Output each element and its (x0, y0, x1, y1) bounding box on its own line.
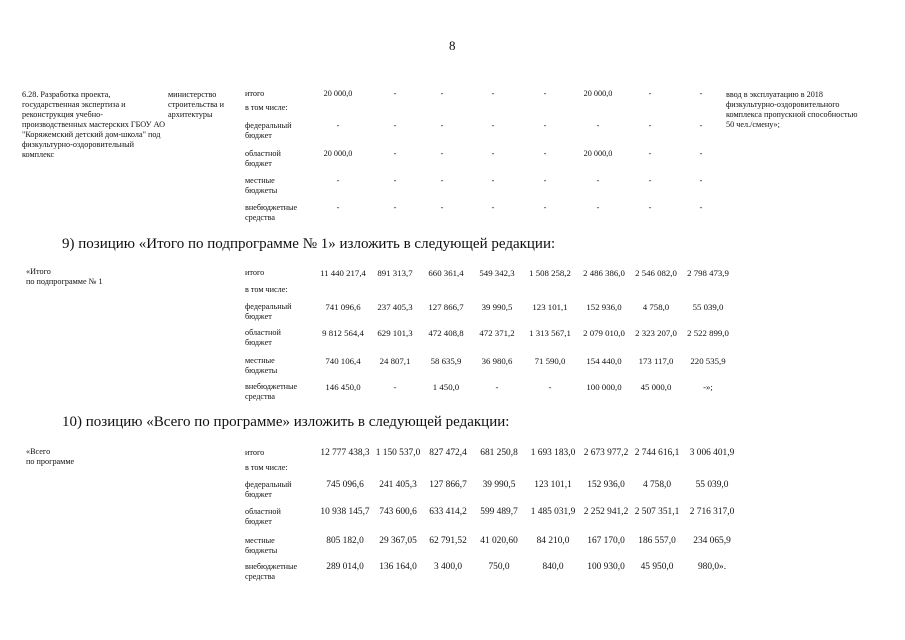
value-cell: - (393, 176, 397, 185)
value-cell: - (440, 89, 444, 98)
value-cell: - (543, 121, 547, 130)
value-cell: 2 079 010,0 (583, 328, 625, 338)
value-cell: 154 440,0 (586, 356, 622, 366)
value-cell: 39 990,5 (481, 302, 513, 312)
value-cell: 220 535,9 (690, 356, 726, 366)
executor-text: министерство строительства и архитектуры (168, 90, 224, 119)
value-cell: 11 440 217,4 (320, 268, 366, 278)
value-cell: 3 400,0 (433, 562, 463, 572)
value-cell: 58 635,9 (430, 356, 462, 366)
value-cell: 2 546 082,0 (635, 268, 677, 278)
value-cell: 472 371,2 (479, 328, 515, 338)
value-cell: - (440, 121, 444, 130)
block3-title: «Всего (26, 447, 51, 456)
value-cell: 743 600,6 (379, 507, 417, 517)
row-label: федеральный бюджет (245, 121, 292, 140)
value-cell: 24 807,1 (379, 356, 411, 366)
value-cell: - (393, 149, 397, 158)
value-cell: 2 486 386,0 (583, 268, 625, 278)
value-cell: 827 472,4 (429, 448, 467, 458)
value-cell: 146 450,0 (325, 382, 361, 392)
block2-subtitle: по подпрограмме № 1 (26, 277, 103, 286)
row-label: местные бюджеты (245, 356, 278, 375)
value-cell: - (648, 89, 652, 98)
value-cell: - (543, 89, 547, 98)
value-cell: - (393, 89, 397, 98)
value-cell: 127 866,7 (428, 302, 464, 312)
value-cell: - (596, 176, 600, 185)
row-label: областной бюджет (245, 507, 281, 526)
value-cell: 152 936,0 (586, 302, 622, 312)
value-cell: - (596, 121, 600, 130)
value-cell: 1 313 567,1 (529, 328, 571, 338)
value-cell: 123 101,1 (534, 480, 572, 490)
row-label: в том числе: (245, 463, 288, 472)
value-cell: 45 000,0 (640, 382, 672, 392)
row-label: местные бюджеты (245, 176, 278, 195)
value-cell: - (336, 121, 340, 130)
heading-9: 9) позицию «Итого по подпрограмме № 1» изложить в следующей редакции: (62, 236, 556, 252)
value-cell: 100 930,0 (587, 562, 625, 572)
value-cell: 1 150 537,0 (375, 448, 421, 458)
page-number: 8 (449, 38, 456, 53)
value-cell: 39 990,5 (482, 480, 516, 490)
row-label: в том числе: (245, 103, 288, 112)
value-cell: 45 950,0 (640, 562, 674, 572)
value-cell: 2 522 899,0 (687, 328, 729, 338)
value-cell: 167 170,0 (587, 536, 625, 546)
value-cell: 289 014,0 (326, 562, 364, 572)
value-cell: -»; (703, 382, 713, 392)
value-cell: - (440, 203, 444, 212)
value-cell: 2 716 317,0 (689, 507, 735, 517)
row-label: внебюджетные средства (245, 382, 298, 401)
value-cell: 2 252 941,2 (583, 507, 629, 517)
row-label: внебюджетные средства (245, 203, 298, 222)
heading-10: 10) позицию «Всего по программе» изложить в следующей редакции: (62, 414, 510, 430)
value-cell: 20 000,0 (583, 89, 613, 98)
value-cell: 20 000,0 (323, 149, 353, 158)
value-cell: - (543, 203, 547, 212)
value-cell: 234 065,9 (693, 536, 731, 546)
row-label: областной бюджет (245, 328, 281, 347)
value-cell: 1 485 031,9 (530, 507, 576, 517)
value-cell: - (596, 203, 600, 212)
row-label: итого (245, 448, 265, 457)
item-description: 6.28. Разработка проекта, государственная экспертиза и реконструкция учебно-производственных мастерских ГБОУ АО "Коряжемский детский дом-школа" под физкультурно-оздоровительный комплекс (22, 90, 166, 159)
value-cell: - (699, 203, 703, 212)
value-cell: - (491, 149, 495, 158)
value-cell: 1 508 258,2 (529, 268, 571, 278)
value-cell: 237 405,3 (377, 302, 413, 312)
value-cell: - (491, 203, 495, 212)
row-label: федеральный бюджет (245, 302, 292, 321)
value-cell: - (699, 176, 703, 185)
value-cell: 3 006 401,9 (689, 448, 735, 458)
value-cell: - (648, 203, 652, 212)
value-cell: 241 405,3 (379, 480, 417, 490)
value-cell: 629 101,3 (377, 328, 413, 338)
value-cell: 2 507 351,1 (634, 507, 680, 517)
value-cell: 2 673 977,2 (583, 448, 629, 458)
value-cell: 2 798 473,9 (687, 268, 729, 278)
row-label: федеральный бюджет (245, 480, 292, 499)
value-cell: 599 489,7 (480, 507, 518, 517)
value-cell: 745 096,6 (326, 480, 364, 490)
value-cell: 20 000,0 (323, 89, 353, 98)
value-cell: 633 414,2 (429, 507, 467, 517)
value-cell: 62 791,52 (429, 536, 467, 546)
value-cell: - (648, 176, 652, 185)
value-cell: - (440, 176, 444, 185)
value-cell: 152 936,0 (587, 480, 625, 490)
value-cell: 2 744 616,1 (634, 448, 680, 458)
result-text: ввод в эксплуатацию в 2018 физкультурно-оздоровительного комплекса пропускной способностью 50 чел./смену»; (726, 90, 858, 129)
value-cell: - (495, 382, 499, 392)
value-cell: - (393, 203, 397, 212)
value-cell: 41 020,60 (480, 536, 518, 546)
value-cell: - (699, 121, 703, 130)
value-cell: 20 000,0 (583, 149, 613, 158)
value-cell: - (543, 149, 547, 158)
value-cell: 2 323 207,0 (635, 328, 677, 338)
row-label: областной бюджет (245, 149, 281, 168)
value-cell: - (491, 176, 495, 185)
value-cell: 472 408,8 (428, 328, 464, 338)
value-cell: 750,0 (488, 562, 510, 572)
value-cell: 29 367,05 (379, 536, 417, 546)
value-cell: 1 450,0 (432, 382, 460, 392)
value-cell: 740 106,4 (325, 356, 361, 366)
row-label: внебюджетные средства (245, 562, 298, 581)
value-cell: 549 342,3 (479, 268, 515, 278)
row-label: местные бюджеты (245, 536, 278, 555)
row-label: в том числе: (245, 285, 288, 294)
value-cell: 84 210,0 (536, 536, 570, 546)
value-cell: - (648, 121, 652, 130)
value-cell: 12 777 438,3 (320, 448, 370, 458)
value-cell: - (699, 89, 703, 98)
value-cell: 55 039,0 (692, 302, 724, 312)
value-cell: 136 164,0 (379, 562, 417, 572)
value-cell: 173 117,0 (638, 356, 674, 366)
value-cell: 891 313,7 (377, 268, 413, 278)
value-cell: - (699, 149, 703, 158)
value-cell: 4 758,0 (642, 480, 672, 490)
value-cell: 1 693 183,0 (530, 448, 576, 458)
block2-title: «Итого (26, 267, 51, 276)
value-cell: 123 101,1 (532, 302, 568, 312)
value-cell: - (491, 89, 495, 98)
value-cell: - (393, 382, 397, 392)
value-cell: 741 096,6 (325, 302, 361, 312)
value-cell: 9 812 564,4 (322, 328, 364, 338)
block3-subtitle: по программе (26, 457, 75, 466)
value-cell: - (336, 176, 340, 185)
value-cell: 100 000,0 (586, 382, 622, 392)
value-cell: 805 182,0 (326, 536, 364, 546)
value-cell: - (548, 382, 552, 392)
value-cell: 840,0 (542, 562, 564, 572)
value-cell: - (648, 149, 652, 158)
value-cell: - (543, 176, 547, 185)
row-label: итого (245, 268, 265, 277)
value-cell: 71 590,0 (534, 356, 566, 366)
value-cell: - (336, 203, 340, 212)
value-cell: 980,0». (697, 562, 727, 572)
value-cell: 660 361,4 (428, 268, 464, 278)
value-cell: - (393, 121, 397, 130)
row-label: итого (245, 89, 265, 98)
value-cell: 4 758,0 (642, 302, 670, 312)
value-cell: 36 980,6 (481, 356, 513, 366)
value-cell: - (491, 121, 495, 130)
value-cell: 186 557,0 (638, 536, 676, 546)
value-cell: 681 250,8 (480, 448, 518, 458)
value-cell: 127 866,7 (429, 480, 467, 490)
value-cell: - (440, 149, 444, 158)
value-cell: 55 039,0 (695, 480, 729, 490)
value-cell: 10 938 145,7 (320, 507, 370, 517)
